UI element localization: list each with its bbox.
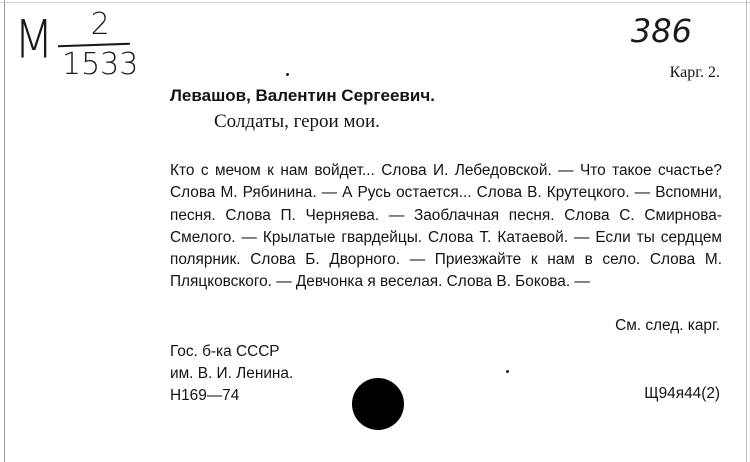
handwritten-fraction-top: 2 (90, 7, 110, 42)
ink-speck (506, 370, 509, 373)
continuation-note: См. след. карг. (615, 317, 720, 334)
card-right-edge (746, 0, 747, 462)
card-punch-hole (352, 378, 404, 430)
card-number-label: Карг. 2. (669, 64, 720, 81)
work-title: Солдаты, герои мои. (214, 111, 380, 132)
library-name-line: Гос. б-ка СССР (170, 343, 280, 360)
library-code-line: Н169—74 (170, 387, 240, 404)
library-named-after-line: им. В. И. Ленина. (170, 365, 294, 382)
card-left-edge (4, 0, 5, 462)
author-heading: Левашов, Валентин Сергеевич. (170, 86, 435, 105)
catalog-classification-code: Щ94я44(2) (644, 385, 720, 402)
handwritten-shelf-letter: M (14, 7, 56, 71)
handwritten-fraction-bottom: 1533 (62, 47, 139, 82)
ink-speck (286, 73, 289, 76)
handwritten-number: 386 (630, 12, 692, 50)
contents-description: Кто с мечом к нам войдет... Слова И. Лебедовской. — Что такое счастье? Слова М. Рябинина. — А Русь остается... Слова В. Крутецкого. — Вспомни, песня. Слова П. Черняева. — Заоблачная песня. Слова С. Смирнова-Смелого. — Крылатые гвардейцы. Слова Т. Катаевой. — Если ты сердцем полярник. Слова Б. Дворного. — Приезжайте к нам в село. Слова М. Пляцковского. — Девчонка я веселая. Слова В. Бокова. — (170, 162, 722, 291)
card-top-edge (0, 2, 750, 3)
handwritten-shelf-fraction (62, 7, 139, 82)
library-imprint (170, 341, 293, 407)
